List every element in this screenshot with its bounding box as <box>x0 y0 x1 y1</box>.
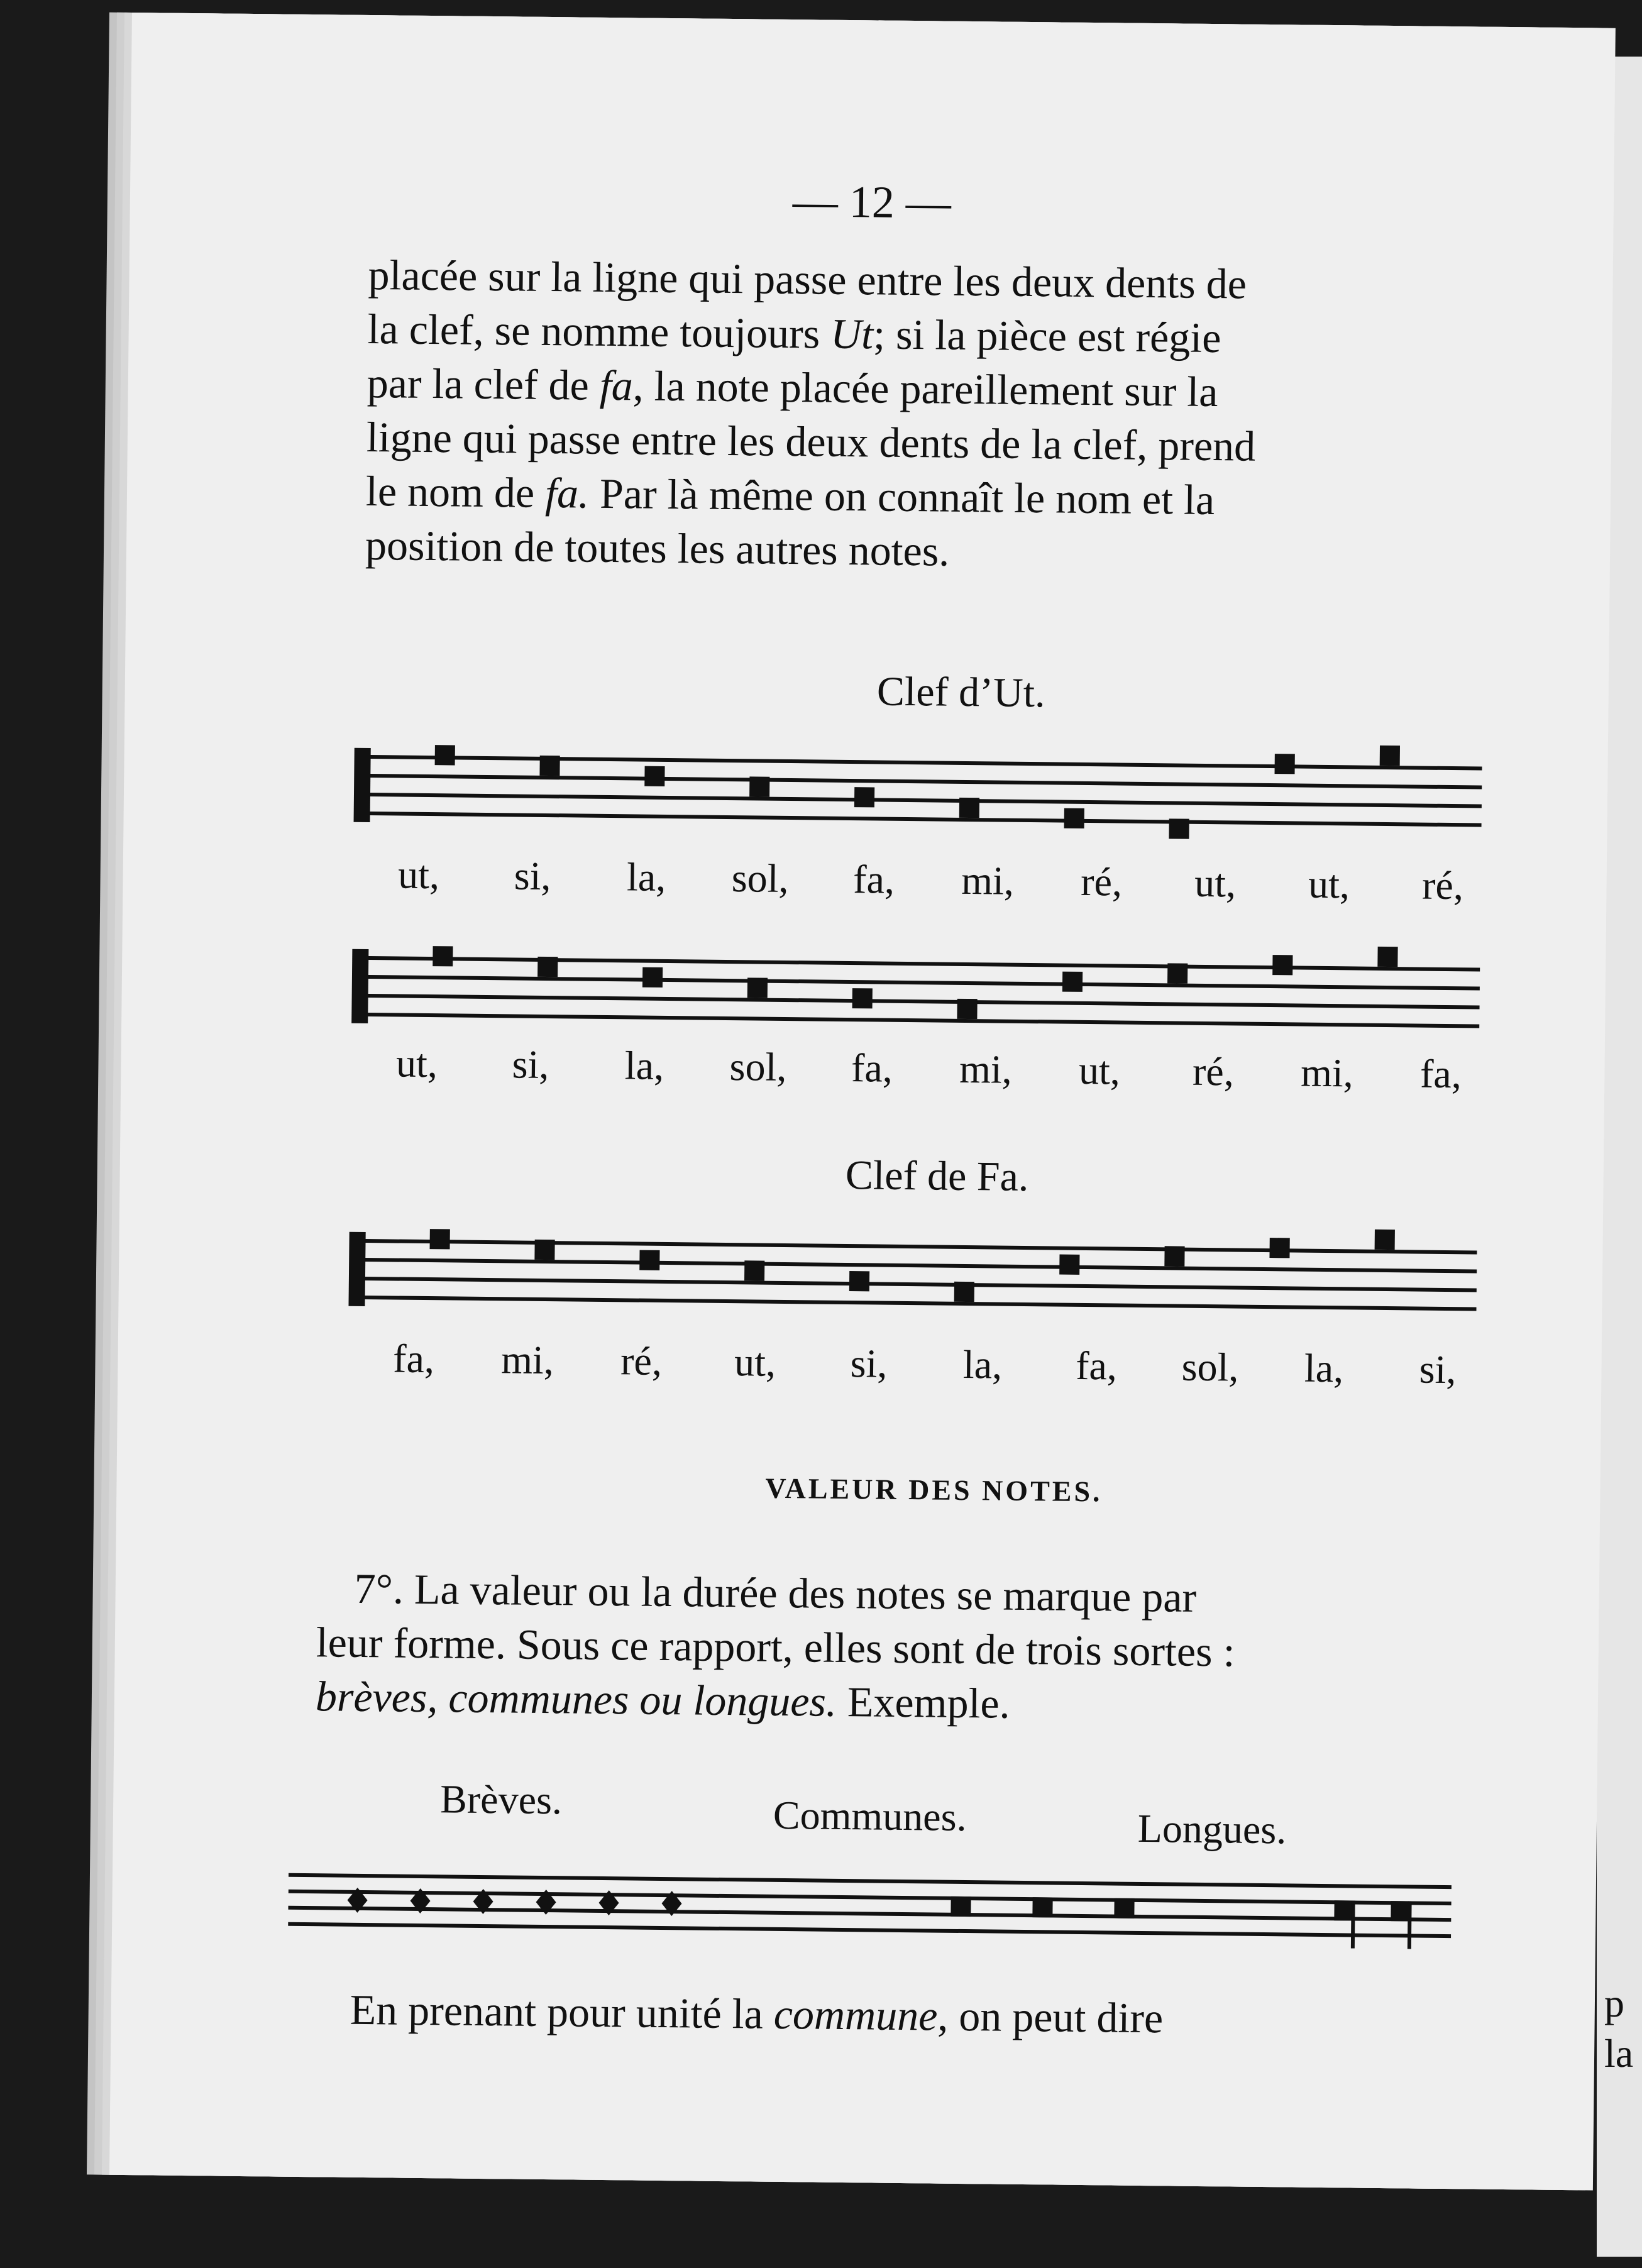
staff-line <box>357 757 1482 769</box>
text-line: position de toutes les autres notes. <box>365 520 950 575</box>
text-run: la clef, se nomme toujours <box>367 304 831 358</box>
text-line: placée sur la ligne qui passe entre les deux dents de <box>368 250 1247 308</box>
syllable-label: si, <box>512 1042 549 1087</box>
syllable-label: ré, <box>1080 859 1123 905</box>
italic-run: Ut <box>830 309 874 358</box>
square-note <box>1059 1255 1079 1275</box>
syllable-label: la, <box>962 1341 1003 1387</box>
syllable-label: sol, <box>729 1044 787 1089</box>
longues-label: Longues. <box>1137 1805 1287 1852</box>
staff-line <box>351 1279 1477 1291</box>
syllable-label: mi, <box>961 857 1015 903</box>
text-line: 7°. La valeur ou la durée des notes se marque par <box>354 1564 1197 1621</box>
text-run: Par là même on connaît le nom et la <box>588 469 1215 524</box>
staff-line <box>355 977 1480 989</box>
section-7-paragraph <box>316 1561 1480 1735</box>
syllable-label: sol, <box>731 856 789 901</box>
syllable-label: ut, <box>395 1040 438 1086</box>
square-note <box>1380 746 1400 766</box>
syllable-label: sol, <box>1181 1344 1239 1390</box>
text-line: leur forme. Sous ce rapport, elles sont de trois sortes : <box>316 1618 1235 1676</box>
clef-ut-heading: Clef d’Ut. <box>876 668 1045 717</box>
square-note <box>1167 963 1187 983</box>
square-note <box>433 946 453 966</box>
text-line <box>316 1669 1479 1735</box>
clef-icon <box>348 1232 365 1306</box>
chant-staff-3 <box>338 1216 1490 1353</box>
square-note <box>1062 972 1083 992</box>
italic-run: commune <box>773 1990 938 2040</box>
clef-icon <box>351 949 368 1023</box>
page-number: — 12 — <box>792 176 952 228</box>
square-note <box>537 957 558 977</box>
syllable-label: mi, <box>500 1337 554 1383</box>
square-note <box>642 967 663 988</box>
syllable-label: fa, <box>392 1336 435 1382</box>
staff-line <box>351 1297 1477 1309</box>
staff-line <box>356 776 1482 788</box>
text-line: ligne qui passe entre les deux dents de la clef, prend <box>366 412 1256 470</box>
syllable-label: ré, <box>1421 862 1464 908</box>
text-run: ; si la pièce est régie <box>873 310 1221 362</box>
longue-stem <box>1409 1901 1410 1949</box>
staff-line <box>354 1015 1479 1027</box>
closing-line <box>350 1983 1475 2049</box>
adjacent-page-fragment: p <box>1604 1981 1624 2025</box>
note-values-staff <box>287 1856 1458 1981</box>
syllable-label: ré, <box>1192 1049 1235 1094</box>
square-note <box>435 745 455 765</box>
communes-label: Communes. <box>773 1792 967 1840</box>
square-note <box>1272 955 1292 975</box>
square-note <box>852 988 873 1008</box>
square-note <box>749 776 769 796</box>
square-note <box>1275 754 1295 774</box>
staff-line <box>356 813 1482 825</box>
text-run: , la note placée pareillement sur la <box>632 361 1218 416</box>
intro-paragraph <box>365 248 1494 584</box>
square-note <box>1164 1246 1184 1266</box>
syllable-label: fa, <box>852 857 895 902</box>
syllable-label: ré, <box>620 1338 663 1384</box>
square-note <box>1375 1230 1395 1250</box>
square-note <box>954 1282 974 1302</box>
square-note <box>1064 808 1084 828</box>
text-run: En prenant pour unité la <box>350 1985 774 2038</box>
valeur-des-notes-heading: VALEUR DES NOTES. <box>765 1472 1103 1508</box>
square-note <box>430 1229 450 1249</box>
square-note <box>644 766 664 786</box>
syllable-label: fa, <box>1419 1051 1462 1097</box>
staff-line <box>288 1908 1451 1920</box>
square-note <box>1169 818 1189 839</box>
square-note <box>957 999 977 1019</box>
commune-note <box>1114 1898 1134 1918</box>
text-run: Exemple. <box>836 1677 1011 1727</box>
syllable-label: la, <box>624 1043 664 1088</box>
syllable-label: la, <box>626 854 666 900</box>
square-note <box>854 787 874 807</box>
staff-line <box>289 1875 1452 1887</box>
staff-line <box>355 996 1480 1008</box>
commune-note <box>950 1896 971 1917</box>
square-note <box>639 1250 659 1270</box>
syllable-label: fa, <box>851 1045 893 1091</box>
staff-line <box>351 1260 1477 1272</box>
syllable-label: ut, <box>734 1340 776 1385</box>
staff-line <box>352 1241 1477 1253</box>
syllable-label: ut, <box>1194 860 1237 906</box>
syllable-label: fa, <box>1075 1343 1118 1389</box>
syllable-label: si, <box>1419 1346 1457 1392</box>
text-run: le nom de <box>365 466 546 517</box>
square-note <box>959 798 979 818</box>
commune-note <box>1032 1897 1052 1917</box>
book-page <box>109 13 1616 2191</box>
syllable-label: la, <box>1304 1345 1344 1391</box>
syllable-label: ut, <box>1308 861 1350 907</box>
square-note <box>849 1271 869 1291</box>
staff-line <box>288 1924 1451 1936</box>
text-run: par la clef de <box>366 358 600 409</box>
breves-label: Brèves. <box>439 1776 563 1823</box>
italic-run: fa. <box>544 468 590 517</box>
italic-run: brèves, communes ou longues. <box>315 1672 837 1726</box>
clef-icon <box>354 748 371 822</box>
syllable-label: mi, <box>1300 1050 1354 1096</box>
syllable-label: ut, <box>1078 1047 1121 1093</box>
adjacent-page-fragment: la <box>1604 2031 1634 2076</box>
staff-line <box>356 795 1482 806</box>
staff-line <box>355 958 1480 970</box>
italic-run: fa <box>599 361 634 410</box>
syllable-label: mi, <box>959 1046 1013 1092</box>
square-note <box>539 756 559 776</box>
square-note <box>1377 947 1397 967</box>
clef-fa-heading: Clef de Fa. <box>845 1152 1029 1201</box>
syllable-label: si, <box>850 1341 888 1386</box>
square-note <box>744 1260 764 1280</box>
syllable-label: si, <box>514 853 551 899</box>
staff-line <box>289 1891 1452 1903</box>
square-note <box>1269 1238 1289 1258</box>
chant-staff-1 <box>343 732 1495 869</box>
square-note <box>534 1240 554 1260</box>
square-note <box>747 977 768 998</box>
syllable-label: ut, <box>397 852 440 898</box>
text-run: , on peut dire <box>937 1991 1164 2042</box>
